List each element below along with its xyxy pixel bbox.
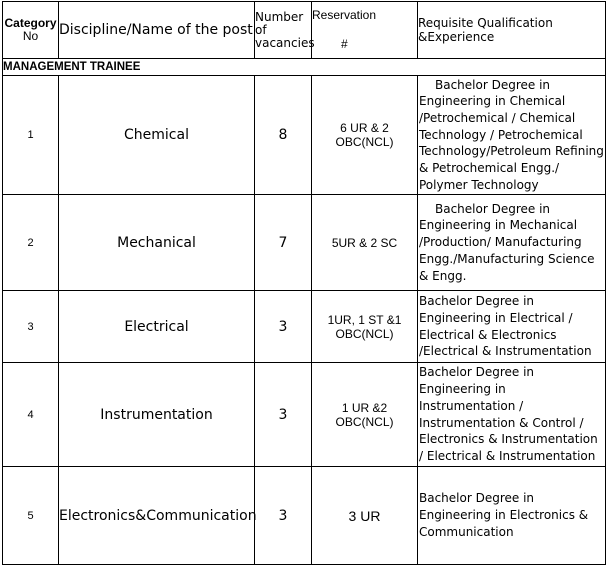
qualification-text: Bachelor Degree in Engineering in Mechanical /Production/ Manufacturing Engg./Manufacturing Science & Engg. <box>419 201 595 283</box>
reservation: 1UR, 1 ST &1 OBC(NCL) <box>312 291 418 363</box>
header-vacancies-line1: Number <box>255 9 304 24</box>
header-vacancies-line3: vacancies <box>255 35 315 50</box>
header-vacancies-line2: of <box>255 22 267 37</box>
discipline: Chemical <box>59 76 255 195</box>
vacancies: 3 <box>255 363 312 467</box>
table-row <box>3 467 606 565</box>
header-reservation-label: Reservation <box>312 8 377 22</box>
vacancies: 3 <box>255 467 312 565</box>
discipline: Electrical <box>59 291 255 363</box>
category-no: 2 <box>3 195 59 291</box>
qualification <box>418 195 606 291</box>
section-title: MANAGEMENT TRAINEE <box>3 59 606 76</box>
header-discipline: Discipline/Name of the post <box>59 2 255 59</box>
table-row <box>3 76 606 195</box>
qualification-text: Bachelor Degree in Engineering in Chemical /Petrochemical / Chemical Technology / Petrochemical Technology/Petroleum Refining & Petrochemical Engg./ Polymer Technology <box>419 77 604 192</box>
vacancies: 3 <box>255 291 312 363</box>
header-qualification-line1: Requisite Qualification <box>418 16 553 30</box>
header-qualification-line2: &Experience <box>418 30 495 44</box>
reservation: 1 UR &2 OBC(NCL) <box>312 363 418 467</box>
header-qualification <box>418 2 606 59</box>
reservation: 5UR & 2 SC <box>312 195 418 291</box>
header-category-line2: No <box>22 29 39 43</box>
header-vacancies <box>255 2 315 59</box>
header-row <box>3 2 606 59</box>
qualification-text: Bachelor Degree in Engineering in Electrical / Electrical & Electronics /Electrical & Instrumentation <box>419 294 592 359</box>
vacancies: 8 <box>255 76 312 195</box>
section-row <box>3 59 606 76</box>
reservation: 6 UR & 2 OBC(NCL) <box>312 76 418 195</box>
discipline: Electronics&Communication <box>59 467 255 565</box>
qualification <box>418 291 606 363</box>
category-no: 5 <box>3 467 59 565</box>
qualification-text: Bachelor Degree in Engineering in Electronics & Communication <box>419 491 589 539</box>
qualification <box>418 363 606 467</box>
discipline: Mechanical <box>59 195 255 291</box>
header-category <box>3 2 59 59</box>
table-row <box>3 363 606 467</box>
reservation: 3 UR <box>312 467 418 565</box>
discipline: Instrumentation <box>59 363 255 467</box>
table-row <box>3 195 606 291</box>
qualification <box>418 467 606 565</box>
category-no: 4 <box>3 363 59 467</box>
table-row <box>3 291 606 363</box>
category-no: 1 <box>3 76 59 195</box>
header-category-line1: Category <box>4 16 57 30</box>
qualification <box>418 76 606 195</box>
vacancy-table <box>2 1 606 565</box>
header-reservation-mark: # <box>341 37 348 51</box>
qualification-text: Bachelor Degree in Engineering in Instrumentation / Instrumentation & Control / Electronics & Instrumentation / Electrical & Instrumentation <box>419 365 598 463</box>
vacancies: 7 <box>255 195 312 291</box>
header-reservation <box>312 2 418 59</box>
category-no: 3 <box>3 291 59 363</box>
